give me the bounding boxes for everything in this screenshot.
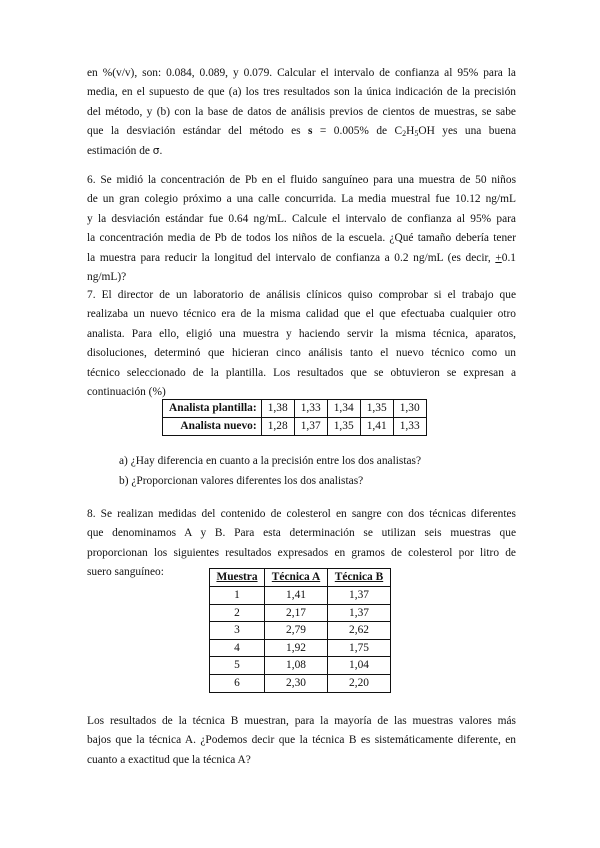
text-line: y la desviación estándar fue 0.64 ng/mL. Calcule el intervalo de confianza al 95% para	[87, 212, 516, 225]
text-line: del método, y (b) con la base de datos de análisis previos de cientos de muestras, se sabe	[87, 105, 516, 118]
text-line: proporcionan los siguientes resultados expresados en gramos de colesterol por litro de	[87, 546, 516, 559]
column-header: Muestra	[210, 569, 265, 587]
table-cell: 2	[210, 604, 265, 622]
text-line: media, en el supuesto de que (a) los tres resultados son la única indicación de la precisión	[87, 86, 516, 99]
table-cell: 2,62	[328, 622, 391, 640]
column-header: Técnica A	[265, 569, 328, 587]
text-segment: estimación de	[87, 144, 153, 157]
table-cell: 1,35	[360, 400, 393, 418]
plus-minus-symbol: +	[495, 251, 502, 264]
symbol-s: s	[308, 125, 313, 138]
table-cell: 1,30	[393, 400, 426, 418]
table-row	[210, 604, 391, 622]
question-b: b) ¿Proporcionan valores diferentes los dos analistas?	[119, 475, 364, 487]
table-cell: 1,92	[265, 639, 328, 657]
text-line: que denominamos A y B. Para esta determinación se utilizan seis muestras que	[87, 527, 516, 540]
text-line: técnico seleccionado de la plantilla. Los resultados que se obtuvieron se expresan a	[87, 366, 516, 379]
table-cell: 2,17	[265, 604, 328, 622]
table-cell: 2,79	[265, 622, 328, 640]
text-line: analista. Para ello, eligió una muestra y haciendo servir la misma técnica, aparatos,	[87, 327, 516, 340]
text-line: en %(v/v), son: 0.084, 0.089, y 0.079. Calcular el intervalo de confianza al 95% para la	[87, 67, 516, 79]
table-cell: 1,38	[261, 400, 294, 418]
text-segment: 0.1	[501, 251, 516, 264]
row-label: Analista plantilla:	[163, 400, 262, 418]
table-cell: 1,33	[294, 400, 327, 418]
table-cell: 1,33	[393, 418, 426, 436]
text-line: ng/mL)?	[87, 270, 127, 283]
text-line: Los resultados de la técnica B muestran, para la mayoría de las muestras valores más	[87, 715, 516, 727]
table-cell: 2,20	[328, 674, 391, 692]
table-row	[210, 674, 391, 692]
table-cell: 1	[210, 587, 265, 605]
subscript: 2	[402, 129, 407, 139]
table-cell: 1,75	[328, 639, 391, 657]
problem-6-text	[87, 171, 516, 287]
text-line: cuanto a exactitud que la técnica A?	[87, 753, 251, 766]
text-line: 7. El director de un laboratorio de análisis clínicos quiso comprobar si el trabajo que	[87, 289, 516, 301]
text-line: realizaba un nuevo técnico era de la misma calidad que el que efectuaba cualquier otro	[87, 308, 516, 321]
table-header-row	[210, 569, 391, 587]
text-segment: H	[406, 125, 415, 138]
text-line: suero sanguíneo:	[87, 566, 164, 579]
table-cell: 1,28	[261, 418, 294, 436]
subscript: 5	[414, 129, 419, 139]
table-row	[210, 622, 391, 640]
table-cell: 1,37	[328, 587, 391, 605]
column-header: Técnica B	[328, 569, 391, 587]
text-segment: .	[159, 144, 163, 157]
text-line: 6. Se midió la concentración de Pb en el fluido sanguíneo para una muestra de 50 niños	[87, 174, 516, 186]
row-label: Analista nuevo:	[163, 418, 262, 436]
table-row	[163, 400, 427, 418]
text-line: 8. Se realizan medidas del contenido de colesterol en sangre con dos técnicas diferentes	[87, 508, 516, 520]
table-cell: 2,30	[265, 674, 328, 692]
text-line: la concentración media de Pb de todos los niños de la escuela. ¿Qué tamaño debería tener	[87, 232, 516, 245]
cholesterol-table	[209, 568, 391, 693]
table-cell: 3	[210, 622, 265, 640]
text-line-formula	[87, 122, 516, 141]
table-cell: 6	[210, 674, 265, 692]
table-cell: 1,37	[328, 604, 391, 622]
table-row	[210, 639, 391, 657]
problem-8-conclusion	[87, 712, 516, 770]
symbol-sigma: σ	[152, 144, 160, 157]
text-segment: = 0.005% de C	[312, 125, 403, 138]
table-cell: 5	[210, 657, 265, 675]
table-cell: 1,35	[327, 418, 360, 436]
problem-7-questions	[119, 451, 421, 491]
problem-7-text	[87, 286, 516, 402]
text-line: disoluciones, determinó que hicieran cinco análisis tanto el nuevo técnico como un	[87, 347, 516, 360]
text-segment: OH yes una buena	[418, 125, 516, 138]
table-cell: 1,41	[265, 587, 328, 605]
text-line: de un gran colegio próximo a una calle concurrida. La media muestral fue 10.12 ng/mL	[87, 193, 516, 206]
problem-5-text	[87, 64, 516, 161]
text-line: bajos que la técnica A. ¿Podemos decir que la técnica B es sistemáticamente diferente, en	[87, 734, 516, 747]
analyst-results-table	[162, 399, 427, 436]
table-row	[210, 657, 391, 675]
table-cell: 1,08	[265, 657, 328, 675]
question-a: a) ¿Hay diferencia en cuanto a la precisión entre los dos analistas?	[119, 455, 422, 467]
text-line	[87, 249, 516, 268]
table-row	[210, 587, 391, 605]
text-line	[87, 142, 516, 161]
table-cell: 4	[210, 639, 265, 657]
table-cell: 1,34	[327, 400, 360, 418]
table-cell: 1,04	[328, 657, 391, 675]
text-segment: que la desviación estándar del método es	[87, 125, 309, 138]
table-cell: 1,41	[360, 418, 393, 436]
text-segment: la muestra para reducir la longitud del intervalo de confianza a 0.2 ng/mL (es decir,	[87, 251, 496, 264]
text-line: continuación (%)	[87, 385, 166, 398]
table-cell: 1,37	[294, 418, 327, 436]
table-row	[163, 418, 427, 436]
